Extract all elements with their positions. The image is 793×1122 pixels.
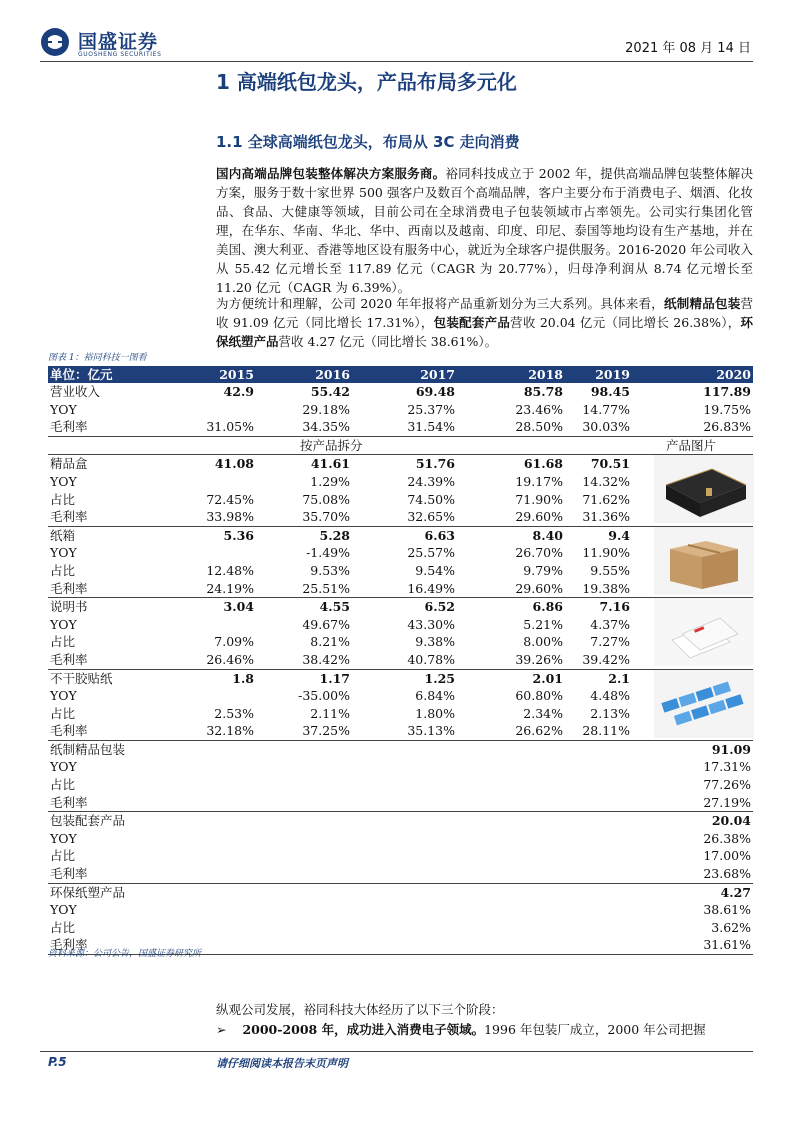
page-number: P.5 xyxy=(48,1055,67,1069)
row-label: YOY xyxy=(50,759,77,775)
table-cell: 6.63 xyxy=(424,527,455,543)
table-row xyxy=(48,473,753,491)
table-cell: 40.78% xyxy=(407,651,455,667)
table-cell: 29.60% xyxy=(515,509,563,525)
split-header-row xyxy=(48,436,753,455)
table-row xyxy=(48,865,753,883)
table-cell: 60.80% xyxy=(515,688,563,704)
table-row xyxy=(48,901,753,919)
table-row xyxy=(48,508,753,526)
table-cell: 75.08% xyxy=(302,491,350,507)
table-cell: 26.70% xyxy=(515,545,563,561)
series-text-2: 营收 91.09 亿元（同比增长 17.31%）， xyxy=(216,296,753,330)
table-cell: 9.54% xyxy=(415,562,455,578)
figure-title: 图表 1：裕同科技一图看 xyxy=(48,353,147,363)
table-cell: 2.01 xyxy=(532,670,563,686)
table-cell: 29.18% xyxy=(302,401,350,417)
year-header: 2020 xyxy=(716,367,751,382)
gift-box-image xyxy=(654,455,754,523)
table-cell: 23.68% xyxy=(703,866,751,882)
row-label: YOY xyxy=(50,545,77,561)
table-row xyxy=(48,919,753,937)
table-cell: 35.13% xyxy=(407,723,455,739)
table-row xyxy=(48,687,753,705)
row-label: 占比 xyxy=(50,634,76,650)
row-label: 占比 xyxy=(50,848,76,864)
series-bold-1: 纸制精品包装 xyxy=(664,296,741,311)
table-cell: 12.48% xyxy=(206,562,254,578)
row-label: 说明书 xyxy=(50,599,88,615)
figure-source: 资料来源：公司公告，国盛证券研究所 xyxy=(48,949,202,959)
table-cell: 61.68 xyxy=(523,456,563,472)
table-cell: 9.79% xyxy=(523,562,563,578)
stage-1-text: 1996 年包装厂成立，2000 年公司把握 xyxy=(484,1022,706,1037)
series-bold-3: 环保纸塑产品 xyxy=(216,315,753,349)
table-cell: 17.00% xyxy=(703,848,751,864)
table-cell: 35.70% xyxy=(302,509,350,525)
table-cell: 4.55 xyxy=(319,599,350,615)
table-cell: 91.09 xyxy=(711,741,751,757)
split-label: 按产品拆分 xyxy=(300,437,363,453)
table-row xyxy=(48,830,753,848)
table-row xyxy=(48,383,753,401)
table-cell: 71.90% xyxy=(515,491,563,507)
table-row xyxy=(48,418,753,436)
table-cell: 77.26% xyxy=(703,777,751,793)
table-cell: 8.00% xyxy=(523,634,563,650)
table-cell: 98.45 xyxy=(590,384,630,399)
table-cell: 2.11% xyxy=(310,705,350,721)
product-group xyxy=(48,669,753,740)
table-cell: 6.52 xyxy=(424,599,455,615)
row-label: 占比 xyxy=(50,777,76,793)
table-row xyxy=(48,705,753,723)
product-group xyxy=(48,597,753,668)
subsection-heading: 1.1 全球高端纸包龙头，布局从 3C 走向消费 xyxy=(216,133,520,151)
series-text-3: 营收 20.04 亿元（同比增长 26.38%）， xyxy=(510,315,741,330)
table-cell: 117.89 xyxy=(703,384,751,399)
table-cell: 6.86 xyxy=(532,599,563,615)
table-cell: 55.42 xyxy=(310,384,350,399)
table-row xyxy=(48,758,753,776)
table-cell: 38.42% xyxy=(302,651,350,667)
manual-image xyxy=(654,598,754,666)
table-cell: 9.38% xyxy=(415,634,455,650)
table-cell: 6.84% xyxy=(415,688,455,704)
table-cell: 1.8 xyxy=(232,670,254,686)
row-label: YOY xyxy=(50,830,77,846)
table-cell: 33.98% xyxy=(206,509,254,525)
row-label: 占比 xyxy=(50,562,76,578)
row-label: 精品盒 xyxy=(50,456,88,472)
table-row xyxy=(48,669,753,688)
table-cell: 41.61 xyxy=(310,456,350,472)
table-cell: 31.36% xyxy=(582,509,630,525)
table-cell: 9.55% xyxy=(590,562,630,578)
table-cell: 8.40 xyxy=(532,527,563,543)
table-row xyxy=(48,776,753,794)
table-cell: 26.62% xyxy=(515,723,563,739)
table-cell: 4.48% xyxy=(590,688,630,704)
intro-body: 裕同科技成立于 2002 年，提供高端品牌包装整体解决方案，服务于数十家世界 500 强客户及数百个高端品牌，客户主要分布于消费电子、烟酒、化妆品、食品、大健康等领域，目前公司在全球消费电子包装领域市占率领先。公司实行集团化管理，在华东、华南、华北、华中、西南以及越南、印度、印尼、泰国等地均设有生产基地，并在美国、澳大利亚、香港等地区设有服务中心，就近为全球客户提供服务。2016-2020 年公司收入从 55.42 亿元增长至 117.89 亿元（CAGR 为 20.77%），归母净利润从 8.74 亿元增长至 11.20 亿元（CAGR 为 6.39%）。 xyxy=(216,166,753,295)
row-label: 毛利率 xyxy=(50,419,88,435)
bullet-icon: ➢ xyxy=(216,1022,227,1037)
table-cell: 2.13% xyxy=(590,705,630,721)
year-header: 2016 xyxy=(315,367,350,382)
table-cell: 72.45% xyxy=(206,491,254,507)
table-cell: 38.61% xyxy=(703,902,751,918)
row-label: 毛利率 xyxy=(50,794,88,810)
table-row xyxy=(48,847,753,865)
table-header-row xyxy=(48,366,753,383)
intro-lead: 国内高端品牌包装整体解决方案服务商。 xyxy=(216,166,446,181)
table-row xyxy=(48,811,753,830)
logo-icon xyxy=(40,27,70,57)
row-label: 包装配套产品 xyxy=(50,813,126,829)
table-cell: 25.51% xyxy=(302,580,350,596)
sticker-image xyxy=(654,670,754,738)
table-cell: -35.00% xyxy=(298,688,350,704)
history-stage-1 xyxy=(216,1020,706,1038)
table-cell: -1.49% xyxy=(306,545,350,561)
table-row xyxy=(48,651,753,669)
table-cell: 32.65% xyxy=(407,509,455,525)
table-cell: 5.36 xyxy=(223,527,254,543)
row-label: 占比 xyxy=(50,705,76,721)
table-cell: 39.26% xyxy=(515,651,563,667)
row-label: 不干胶贴纸 xyxy=(50,670,113,686)
carton-image xyxy=(654,527,754,595)
footer-divider xyxy=(40,1051,753,1052)
table-cell: 9.4 xyxy=(608,527,630,543)
table-cell: 11.90% xyxy=(582,545,630,561)
table-cell: 1.17 xyxy=(319,670,350,686)
year-header: 2018 xyxy=(528,367,563,382)
table-cell: 3.04 xyxy=(223,599,254,615)
series-rows xyxy=(48,740,753,955)
table-cell: 69.48 xyxy=(415,384,455,399)
table-cell: 1.25 xyxy=(424,670,455,686)
table-cell: 27.19% xyxy=(703,794,751,810)
row-label: 毛利率 xyxy=(50,509,88,525)
table-row xyxy=(48,526,753,545)
table-cell: 31.54% xyxy=(407,419,455,435)
row-label: 环保纸塑产品 xyxy=(50,884,126,900)
product-group xyxy=(48,526,753,597)
table-cell: 4.37% xyxy=(590,616,630,632)
table-row xyxy=(48,454,753,473)
table-cell: 7.27% xyxy=(590,634,630,650)
table-row xyxy=(48,544,753,562)
table-cell: 19.75% xyxy=(703,401,751,417)
table-cell: 19.17% xyxy=(515,473,563,489)
table-cell: 32.18% xyxy=(206,723,254,739)
table-cell: 5.21% xyxy=(523,616,563,632)
table-cell: 20.04 xyxy=(711,813,751,829)
table-cell: 31.61% xyxy=(703,937,751,953)
table-cell: 14.32% xyxy=(582,473,630,489)
row-label: 毛利率 xyxy=(50,723,88,739)
table-row xyxy=(48,597,753,616)
report-date: 2021 年 08 月 14 日 xyxy=(625,41,751,56)
year-header: 2015 xyxy=(219,367,254,382)
row-label: 纸制精品包装 xyxy=(50,741,126,757)
table-cell: 28.11% xyxy=(582,723,630,739)
table-cell: 43.30% xyxy=(407,616,455,632)
row-label: YOY xyxy=(50,688,77,704)
table-cell: 37.25% xyxy=(302,723,350,739)
table-cell: 34.35% xyxy=(302,419,350,435)
row-label: 毛利率 xyxy=(50,866,88,882)
table-cell: 51.76 xyxy=(415,456,455,472)
brand-name: 国盛证券 xyxy=(78,31,159,53)
table-cell: 24.39% xyxy=(407,473,455,489)
unit-header: 单位：亿元 xyxy=(50,367,113,382)
product-group xyxy=(48,454,753,525)
table-cell: 7.09% xyxy=(214,634,254,650)
table-row xyxy=(48,883,753,902)
row-label: 毛利率 xyxy=(50,580,88,596)
table-cell: 17.31% xyxy=(703,759,751,775)
table-cell: 4.27 xyxy=(720,884,751,900)
row-label: YOY xyxy=(50,473,77,489)
series-paragraph xyxy=(216,294,753,351)
table-row xyxy=(48,562,753,580)
row-label: YOY xyxy=(50,401,77,417)
row-label: YOY xyxy=(50,616,77,632)
table-cell: 9.53% xyxy=(310,562,350,578)
row-label: 毛利率 xyxy=(50,937,88,953)
table-cell: 23.46% xyxy=(515,401,563,417)
table-cell: 24.19% xyxy=(206,580,254,596)
table-cell: 14.77% xyxy=(582,401,630,417)
table-cell: 70.51 xyxy=(590,456,630,472)
row-label: YOY xyxy=(50,902,77,918)
table-cell: 5.28 xyxy=(319,527,350,543)
picture-label: 产品图片 xyxy=(666,437,717,453)
table-cell: 19.38% xyxy=(582,580,630,596)
table-cell: 42.9 xyxy=(223,384,254,399)
table-row xyxy=(48,616,753,634)
table-row xyxy=(48,740,753,759)
table-cell: 74.50% xyxy=(407,491,455,507)
table-cell: 26.38% xyxy=(703,830,751,846)
table-cell: 8.21% xyxy=(310,634,350,650)
table-row xyxy=(48,401,753,419)
table-cell: 2.34% xyxy=(523,705,563,721)
row-label: 占比 xyxy=(50,491,76,507)
intro-paragraph xyxy=(216,164,753,297)
table-cell: 1.80% xyxy=(415,705,455,721)
table-cell: 71.62% xyxy=(582,491,630,507)
table-cell: 26.83% xyxy=(703,419,751,435)
table-cell: 49.67% xyxy=(302,616,350,632)
table-cell: 25.37% xyxy=(407,401,455,417)
header-divider xyxy=(40,61,753,62)
table-cell: 7.16 xyxy=(599,599,630,615)
row-label: 占比 xyxy=(50,919,76,935)
row-label: 纸箱 xyxy=(50,527,76,543)
summary-rows xyxy=(48,383,753,436)
series-text-1: 为方便统计和理解，公司 2020 年年报将产品重新划分为三大系列。具体来看， xyxy=(216,296,665,311)
table-cell: 28.50% xyxy=(515,419,563,435)
table-cell: 2.53% xyxy=(214,705,254,721)
financial-table xyxy=(48,366,753,955)
table-row xyxy=(48,580,753,598)
history-intro: 纵观公司发展，裕同科技大体经历了以下三个阶段： xyxy=(216,1002,504,1017)
series-text-4: 营收 4.27 亿元（同比增长 38.61%）。 xyxy=(278,334,498,349)
table-row xyxy=(48,794,753,812)
stage-1-title: 2000-2008 年，成功进入消费电子领域。 xyxy=(242,1022,485,1037)
table-cell: 85.78 xyxy=(523,384,563,399)
brand-name-en: GUOSHENG SECURITIES xyxy=(78,51,162,58)
row-label: 营业收入 xyxy=(50,384,101,399)
table-cell: 3.62% xyxy=(711,919,751,935)
series-bold-2: 包装配套产品 xyxy=(433,315,511,330)
table-row xyxy=(48,633,753,651)
table-cell: 2.1 xyxy=(608,670,630,686)
table-row xyxy=(48,722,753,740)
footer-disclaimer: 请仔细阅读本报告末页声明 xyxy=(216,1057,348,1070)
row-label: 毛利率 xyxy=(50,651,88,667)
table-cell: 41.08 xyxy=(214,456,254,472)
table-cell: 29.60% xyxy=(515,580,563,596)
table-cell: 30.03% xyxy=(582,419,630,435)
table-cell: 31.05% xyxy=(206,419,254,435)
section-heading: 1 高端纸包龙头，产品布局多元化 xyxy=(216,70,517,94)
year-header: 2019 xyxy=(595,367,630,382)
table-row xyxy=(48,491,753,509)
table-cell: 1.29% xyxy=(310,473,350,489)
year-header: 2017 xyxy=(420,367,455,382)
table-cell: 26.46% xyxy=(206,651,254,667)
table-cell: 25.57% xyxy=(407,545,455,561)
table-cell: 16.49% xyxy=(407,580,455,596)
table-cell: 39.42% xyxy=(582,651,630,667)
product-rows xyxy=(48,454,753,740)
